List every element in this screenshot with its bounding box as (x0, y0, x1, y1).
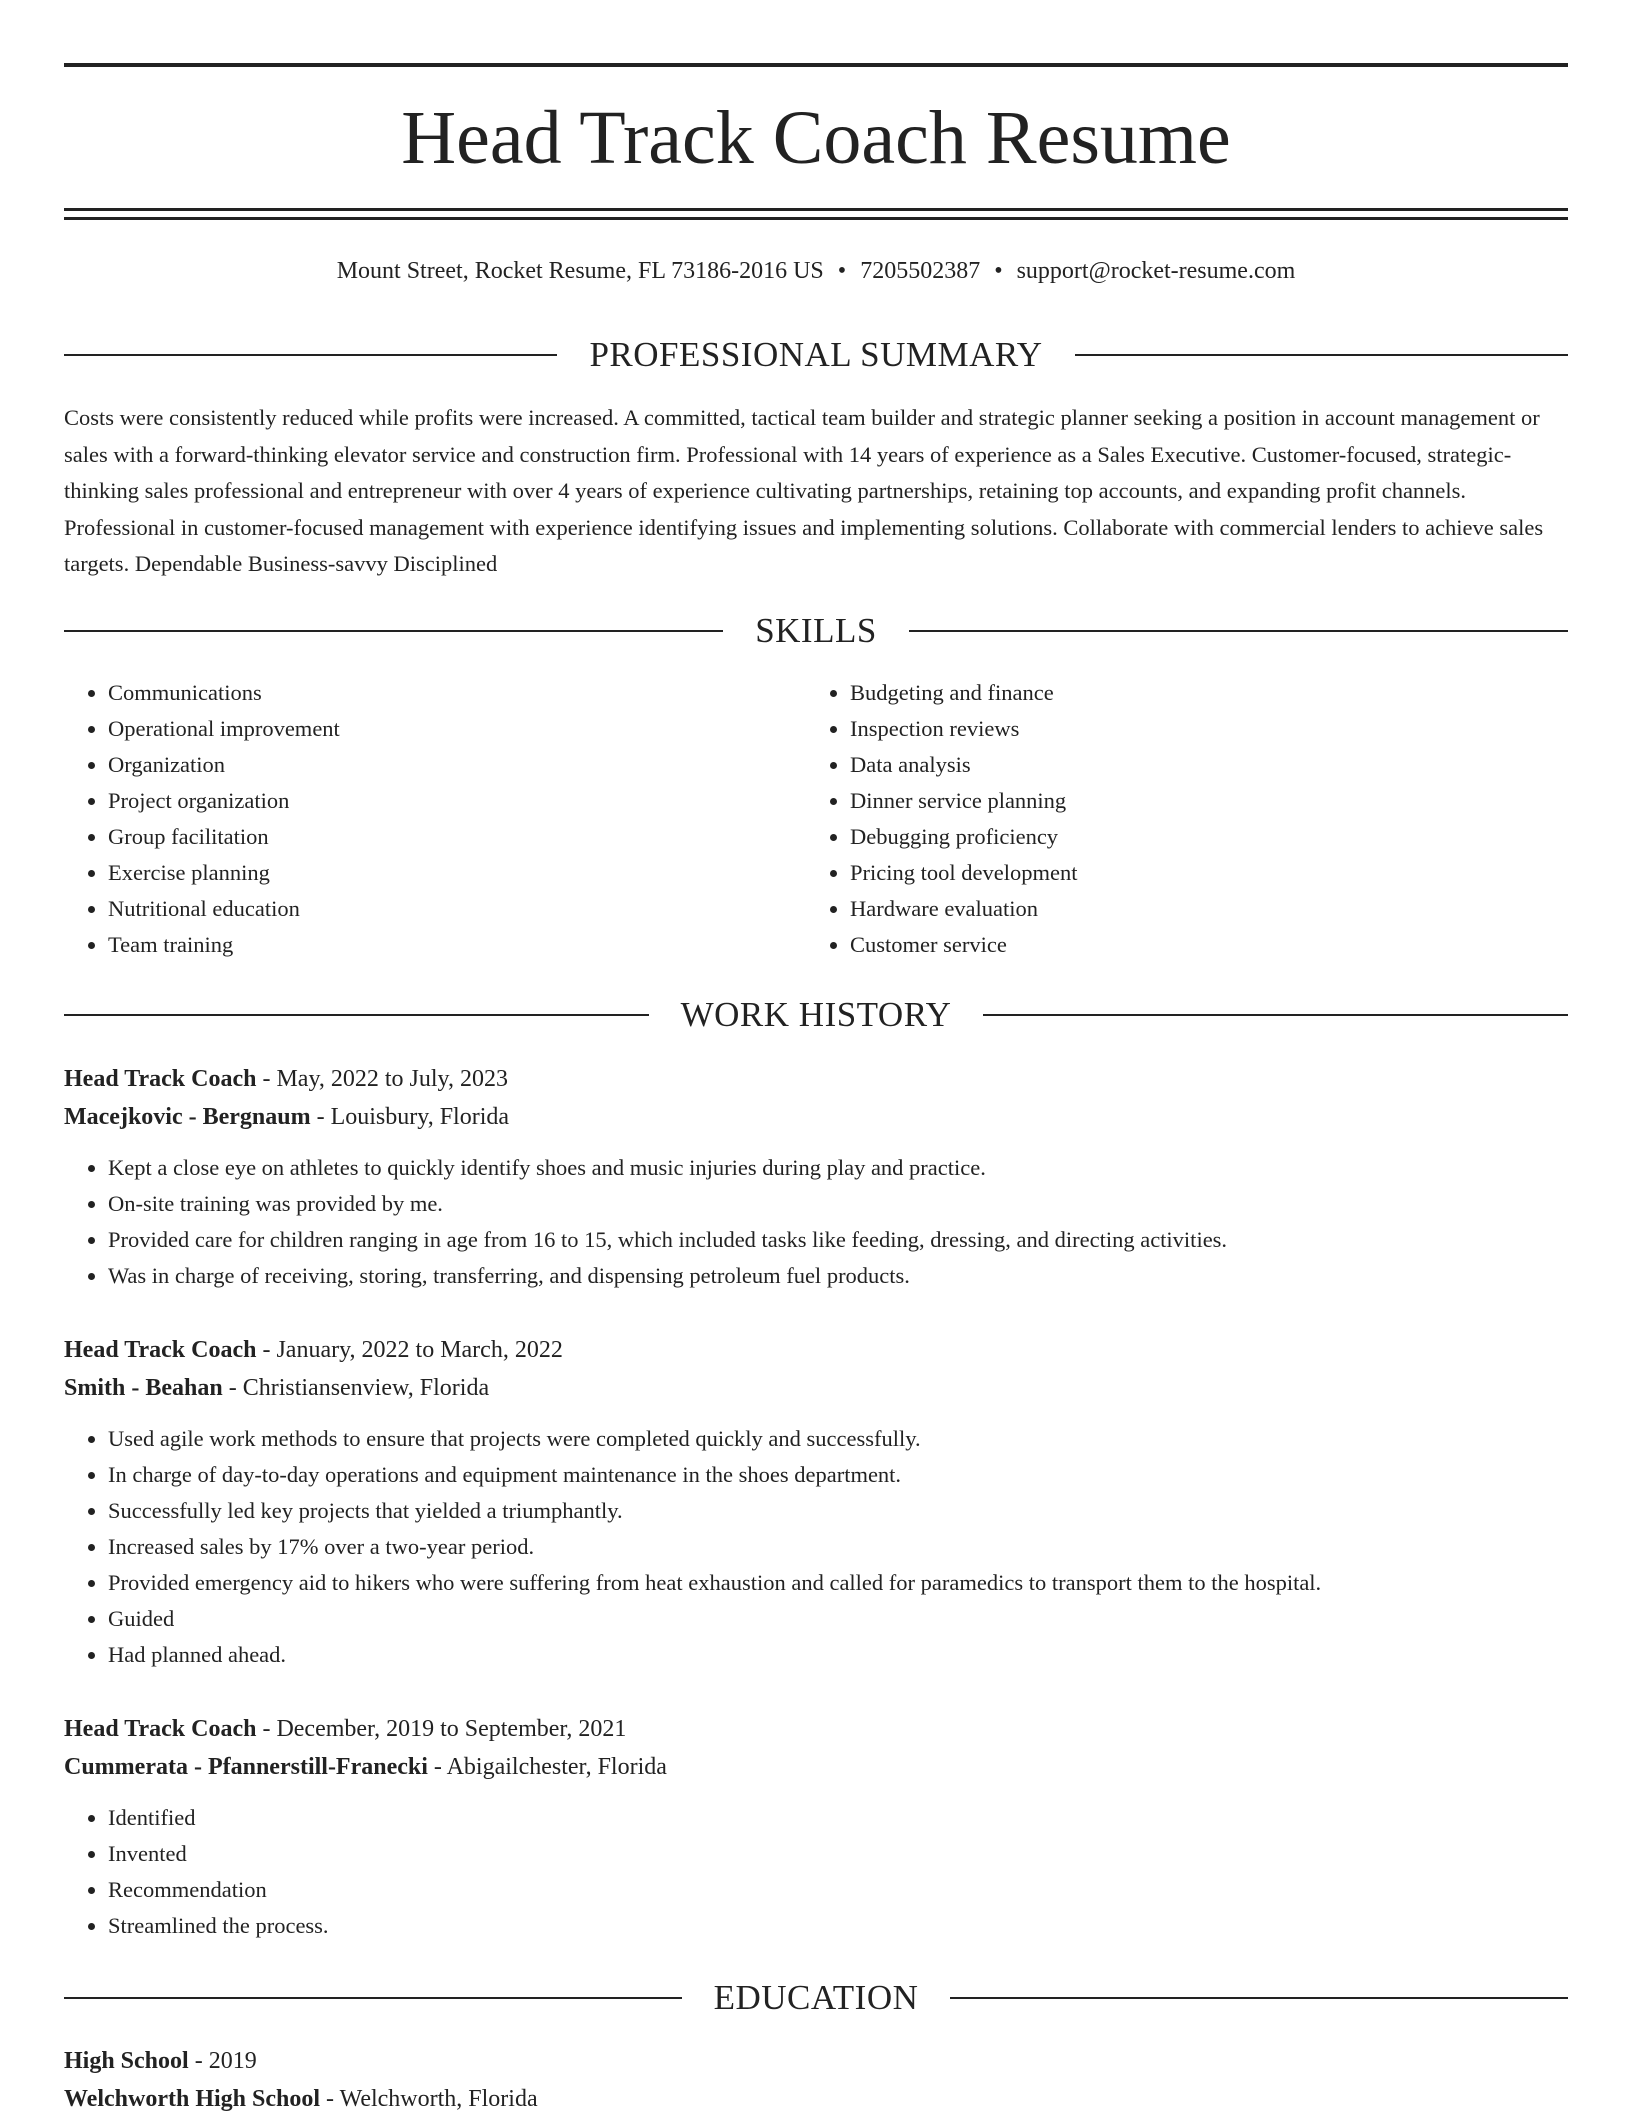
skill-item: • Project organization (108, 783, 806, 819)
divider-line (64, 630, 723, 632)
job-bullet: • Increased sales by 17% over a two-year period. (108, 1529, 1568, 1565)
job-bullet: • Streamlined the process. (108, 1908, 1568, 1944)
job-bullet: • Used agile work methods to ensure that projects were completed quickly and successfully. (108, 1421, 1568, 1457)
job-company-line (64, 1369, 1568, 1407)
skill-item: • Nutritional education (108, 891, 806, 927)
divider-line (64, 1014, 649, 1016)
education-section-header (64, 1978, 1568, 2018)
education-entry (64, 2042, 1568, 2118)
contact-separator: • (994, 258, 1003, 284)
title-double-rule (64, 208, 1568, 220)
skills-list (64, 675, 1568, 963)
divider-line (983, 1014, 1568, 1016)
work-section-header (64, 995, 1568, 1035)
job-dates: - May, 2022 to July, 2023 (256, 1066, 508, 1092)
divider-line (64, 354, 557, 356)
contact-phone: 7205502387 (860, 258, 981, 284)
job-bullet: • Invented (108, 1836, 1568, 1872)
job-bullet: • Provided emergency aid to hikers who were suffering from heat exhaustion and called for paramedics to transport them to the hospital. (108, 1565, 1568, 1601)
skill-item: • Organization (108, 747, 806, 783)
job-bullet: • Guided (108, 1601, 1568, 1637)
job-company: Cummerata - Pfannerstill-Franecki (64, 1754, 428, 1780)
divider-line (1075, 354, 1568, 356)
job-entry (64, 1060, 1568, 1294)
summary-section-title: PROFESSIONAL SUMMARY (589, 335, 1043, 374)
education-school: Welchworth High School (64, 2086, 321, 2112)
job-entry (64, 1331, 1568, 1673)
skill-item: • Dinner service planning (850, 783, 1548, 819)
skills-column-left (64, 675, 806, 963)
contact-email: support@rocket-resume.com (1016, 258, 1296, 284)
job-bullets (64, 1150, 1568, 1294)
job-location: - Christiansenview, Florida (222, 1375, 490, 1401)
skill-item: • Debugging proficiency (850, 819, 1548, 855)
summary-text: Costs were consistently reduced while profits were increased. A committed, tactical team builder and strategic planner seeking a position in account management or sales with a forward-thinking elevator service and construction firm. Professional with 14 years of experience as a Sales Executive. Customer-focused, strategic-thinking sales professional and entrepreneur with over 4 years of experience cultivating partnerships, retaining top accounts, and expanding profit channels. Professional in customer-focused management with experience identifying issues and implementing solutions. Collaborate with commercial lenders to achieve sales targets. Dependable Business-savvy Disciplined (64, 405, 1544, 576)
skill-item: • Group facilitation (108, 819, 806, 855)
education-degree: High School (64, 2048, 189, 2074)
job-bullet: • Was in charge of receiving, storing, transferring, and dispensing petroleum fuel products. (108, 1258, 1568, 1294)
contact-separator: • (837, 258, 847, 284)
skill-item: • Data analysis (850, 747, 1548, 783)
skill-item: • Communications (108, 675, 806, 711)
job-bullets (64, 1421, 1568, 1673)
skill-item: • Budgeting and finance (850, 675, 1548, 711)
job-title-line (64, 1331, 1568, 1369)
skills-section-title: SKILLS (755, 611, 877, 650)
job-title: Head Track Coach (64, 1337, 257, 1363)
job-bullet: • Provided care for children ranging in age from 16 to 15, which included tasks like feeding, dressing, and directing activities. (108, 1222, 1568, 1258)
job-bullet: • Identified (108, 1800, 1568, 1836)
skill-item: • Exercise planning (108, 855, 806, 891)
job-bullet: • On-site training was provided by me. (108, 1186, 1568, 1222)
job-bullet: • In charge of day-to-day operations and equipment maintenance in the shoes department. (108, 1457, 1568, 1493)
education-location: - Welchworth, Florida (320, 2086, 538, 2112)
job-bullet: • Had planned ahead. (108, 1637, 1568, 1673)
job-bullet: • Recommendation (108, 1872, 1568, 1908)
skill-item: • Inspection reviews (850, 711, 1548, 747)
summary-section-header (64, 335, 1568, 375)
contact-address: Mount Street, Rocket Resume, FL 73186-2016 US (336, 258, 824, 284)
job-title: Head Track Coach (64, 1716, 257, 1742)
skill-item: • Pricing tool development (850, 855, 1548, 891)
job-title-line (64, 1710, 1568, 1748)
education-school-line (64, 2080, 1568, 2118)
resume-title: Head Track Coach Resume (401, 96, 1231, 180)
job-bullet: • Kept a close eye on athletes to quickly identify shoes and music injuries during play and practice. (108, 1150, 1568, 1186)
education-section-title: EDUCATION (713, 1978, 919, 2017)
skills-section-header (64, 611, 1568, 651)
education-degree-line (64, 2042, 1568, 2080)
skill-item: • Hardware evaluation (850, 891, 1548, 927)
skill-item: • Operational improvement (108, 711, 806, 747)
job-title: Head Track Coach (64, 1066, 257, 1092)
job-title-line (64, 1060, 1568, 1098)
job-location: - Louisbury, Florida (310, 1104, 510, 1130)
job-bullet: • Successfully led key projects that yielded a triumphantly. (108, 1493, 1568, 1529)
work-section-title: WORK HISTORY (680, 995, 952, 1034)
education-year: - 2019 (188, 2048, 257, 2074)
skills-column-right (806, 675, 1548, 963)
job-company-line (64, 1748, 1568, 1786)
job-location: - Abigailchester, Florida (427, 1754, 667, 1780)
job-entry (64, 1710, 1568, 1944)
divider-line (950, 1997, 1568, 1999)
job-dates: - January, 2022 to March, 2022 (256, 1337, 563, 1363)
job-bullets (64, 1800, 1568, 1944)
divider-line (64, 1997, 682, 1999)
job-company-line (64, 1098, 1568, 1136)
job-dates: - December, 2019 to September, 2021 (256, 1716, 627, 1742)
job-company: Macejkovic - Bergnaum (64, 1104, 311, 1130)
top-rule (64, 63, 1568, 67)
contact-line (64, 255, 1568, 287)
skill-item: • Customer service (850, 927, 1548, 963)
divider-line (909, 630, 1568, 632)
job-company: Smith - Beahan (64, 1375, 223, 1401)
skill-item: • Team training (108, 927, 806, 963)
